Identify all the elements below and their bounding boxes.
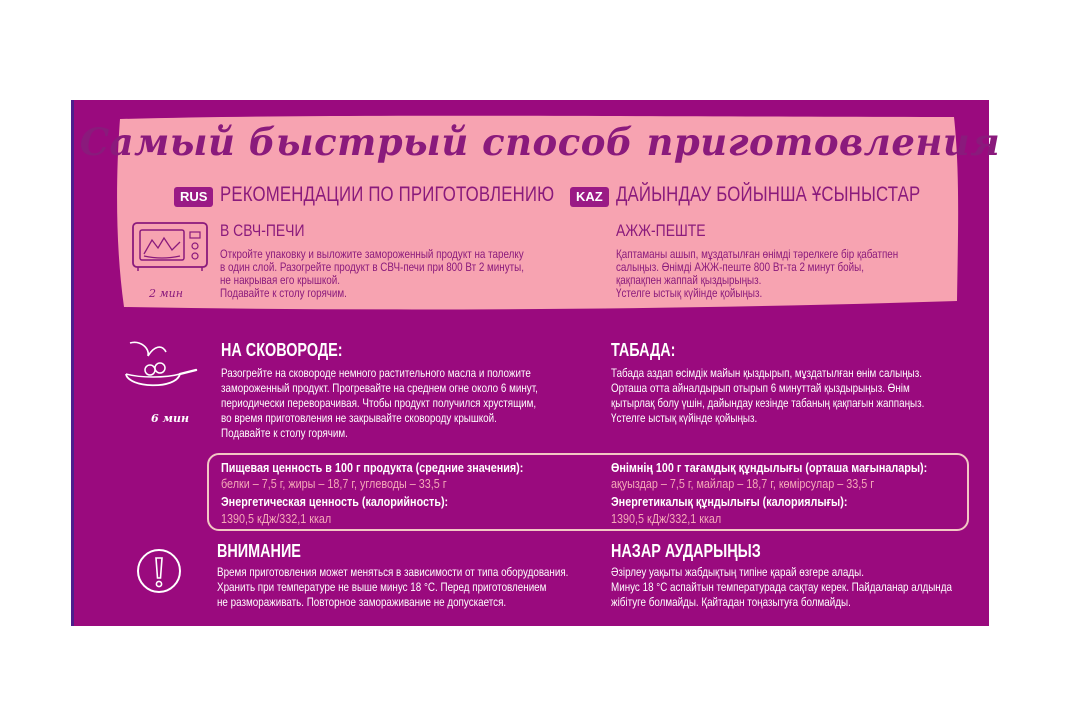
page-title: Самый быстрый способ приготовления [79, 120, 1001, 164]
frying-pan-icon [120, 338, 200, 398]
rus-heading: РЕКОМЕНДАЦИИ ПО ПРИГОТОВЛЕНИЮ [220, 183, 555, 206]
kaz-pan-title: ТАБАДА: [611, 340, 676, 360]
warning-icon [134, 546, 184, 596]
kaz-heading: ДАЙЫНДАУ БОЙЫНША ҰСЫНЫСТАР [616, 183, 921, 206]
rus-nutrition-values: белки – 7,5 г, жиры – 18,7 г, углеводы – 33,5 г [221, 476, 447, 491]
kaz-energy-value: 1390,5 кДж/332,1 ккал [611, 511, 722, 526]
kaz-nutrition-title: Өнімнің 100 г тағамдық құндылығы (орташа мағыналары): [611, 460, 928, 475]
kaz-warning-title: НАЗАР АУДАРЫҢЫЗ [611, 541, 761, 561]
kaz-warning-text: Әзірлеу уақыты жабдықтың типіне қарай өзгере алады. Минус 18 °С аспайтын температурада сақтау керек. Пайдаланар алдында жібітуге болмайды. Қайтадан тоңазытуға болмайды. [611, 565, 952, 609]
kaz-energy-title: Энергетикалық құндылығы (калориялығы): [611, 494, 848, 509]
microwave-time: 2 мин [149, 287, 183, 300]
rus-microwave-text: Откройте упаковку и выложите замороженный продукт на тарелку в один слой. Разогрейте продукт в СВЧ-печи при 800 Вт 2 минуты, не накрывая его крышкой. Подавайте к столу горячим. [220, 247, 524, 300]
kaz-badge: KAZ [570, 187, 609, 207]
kaz-microwave-title: АЖЖ-ПЕШТЕ [616, 221, 706, 240]
panel-edge [71, 100, 74, 626]
pan-time: 6 мин [151, 412, 189, 425]
rus-warning-text: Время приготовления может меняться в зависимости от типа оборудования. Хранить при температуре не выше минус 18 °С. Перед приготовлением не размораживать. Повторное замораживание не допускается. [217, 565, 569, 609]
rus-energy-value: 1390,5 кДж/332,1 ккал [221, 511, 332, 526]
kaz-microwave-text: Қаптаманы ашып, мұздатылған өнімді тәрелкеге бір қабатпен салыңыз. Өнімді АЖЖ-пеште 800 Вт-та 2 минут бойы, қақпақпен жаппай қыздырыңыз. Үстелге ыстық күйінде қойыңыз. [616, 247, 899, 300]
rus-microwave-title: В СВЧ-ПЕЧИ [220, 221, 305, 240]
rus-nutrition-title: Пищевая ценность в 100 г продукта (средние значения): [221, 460, 524, 475]
rus-pan-title: НА СКОВОРОДЕ: [221, 340, 343, 360]
rus-warning-title: ВНИМАНИЕ [217, 541, 301, 561]
rus-badge: RUS [174, 187, 213, 207]
microwave-icon [130, 220, 210, 272]
rus-energy-title: Энергетическая ценность (калорийность): [221, 494, 449, 509]
kaz-pan-text: Табада аздап өсімдік майын қыздырып, мұздатылған өнім салыңыз. Орташа отта айналдырып отырып 6 минуттай қыздырыңыз. Өнім қытырлақ болу үшін, дайындау кезінде табаның қақпағын жаппаңыз. Үстелге ыстық күйінде қойыңыз. [611, 366, 925, 425]
rus-pan-text: Разогрейте на сковороде немного растительного масла и положите замороженный продукт. Прогревайте на среднем огне около 6 минут, периодически переворачивая. Чтобы продукт получился хрустящим, во время приготовления не закрывайте сковороду крышкой. Подавайте к столу горячим. [221, 366, 538, 440]
kaz-nutrition-values: ақуыздар – 7,5 г, майлар – 18,7 г, көмірсулар – 33,5 г [611, 476, 875, 491]
